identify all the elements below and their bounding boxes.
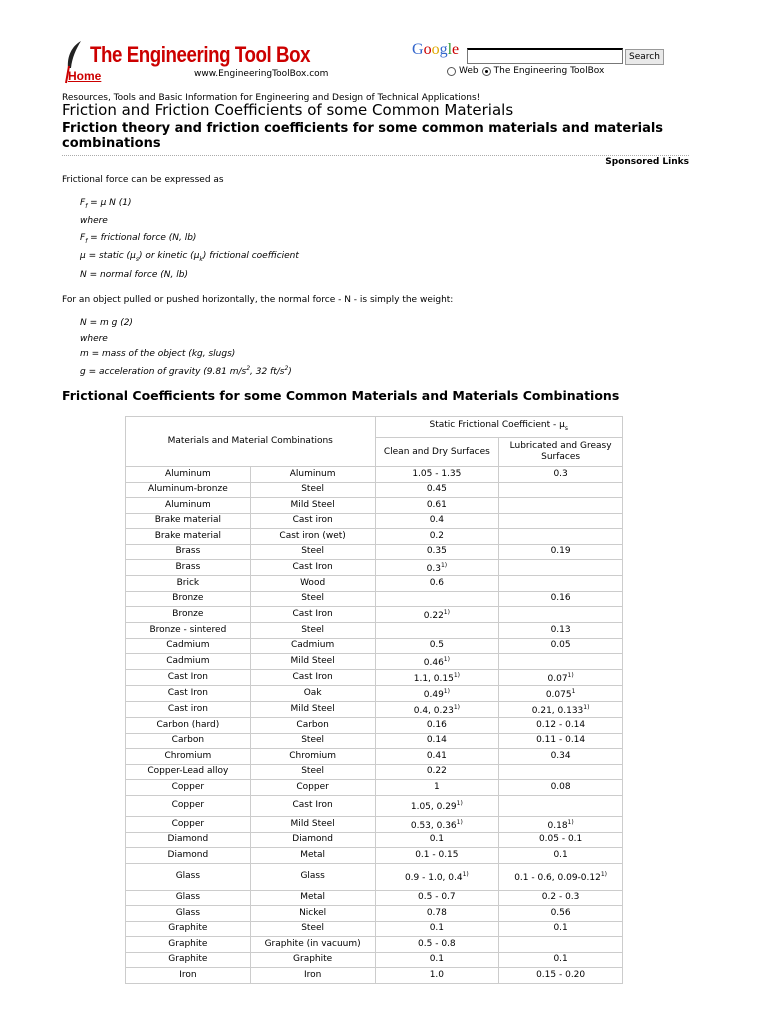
cell-material-1: Bronze: [126, 607, 251, 623]
cell-lubricated: [499, 937, 623, 953]
cell-lubricated: 0.12 - 0.14: [499, 718, 623, 734]
site-header: [0, 0, 768, 90]
table-row: [126, 467, 623, 483]
cell-lubricated: [499, 498, 623, 514]
cell-material-1: Brass: [126, 544, 251, 560]
table-row: [126, 733, 623, 749]
cell-material-2: Steel: [250, 764, 375, 780]
cell-material-1: Copper: [126, 795, 251, 816]
cell-lubricated: 0.3: [499, 467, 623, 483]
cell-material-2: Steel: [250, 482, 375, 498]
cell-material-1: Bronze: [126, 591, 251, 607]
table-row: [126, 482, 623, 498]
cell-material-2: Oak: [250, 686, 375, 702]
cell-clean-dry: 0.41: [375, 749, 499, 765]
formula-1: $F_f = \mu$ N (1): [80, 198, 132, 210]
cell-material-1: Carbon (hard): [126, 718, 251, 734]
cell-clean-dry: 0.5 - 0.7: [375, 890, 499, 906]
intro-text: Frictional force can be expressed as: [62, 175, 224, 185]
cell-material-2: Steel: [250, 733, 375, 749]
cell-clean-dry: 0.14: [375, 733, 499, 749]
cell-clean-dry: 0.22$^{1)}$: [375, 607, 499, 623]
table-row: [126, 654, 623, 670]
cell-clean-dry: 0.49$^{1)}$: [375, 686, 499, 702]
cell-lubricated: [499, 576, 623, 592]
header-materials: Materials and Material Combinations: [126, 417, 376, 467]
formula-1-def: μ = static $(\mu_s)$ or kinetic $(\mu_k)$ frictional coefficient: [80, 251, 299, 263]
cell-material-1: Chromium: [126, 749, 251, 765]
cell-clean-dry: 0.2: [375, 529, 499, 545]
google-letter: G: [412, 41, 424, 58]
table-row: [126, 513, 623, 529]
cell-material-1: Cast Iron: [126, 686, 251, 702]
cell-clean-dry: 0.35: [375, 544, 499, 560]
cell-lubricated: 0.1 - 0.6, 0.09-0.12$^{1)}$: [499, 863, 623, 890]
cell-material-2: Cast iron (wet): [250, 529, 375, 545]
cell-material-2: Mild Steel: [250, 816, 375, 832]
cell-material-1: Aluminum-bronze: [126, 482, 251, 498]
cell-clean-dry: 1.05, 0.29$^{1)}$: [375, 795, 499, 816]
table-row: [126, 937, 623, 953]
table-row: [126, 906, 623, 922]
cell-clean-dry: 0.1: [375, 952, 499, 968]
cell-clean-dry: [375, 591, 499, 607]
search-input[interactable]: [467, 48, 623, 64]
cell-material-1: Brake material: [126, 513, 251, 529]
table-row: [126, 816, 623, 832]
cell-material-2: Cast Iron: [250, 560, 375, 576]
table-row: [126, 560, 623, 576]
cell-clean-dry: 1.05 - 1.35: [375, 467, 499, 483]
cell-material-1: Aluminum: [126, 498, 251, 514]
cell-lubricated: [499, 654, 623, 670]
radio-web-label: Web: [459, 66, 479, 76]
cell-material-1: Cast Iron: [126, 670, 251, 686]
header-clean: Clean and Dry Surfaces: [375, 438, 499, 467]
table-row: [126, 749, 623, 765]
site-logo-title[interactable]: The Engineering Tool Box: [90, 42, 311, 67]
cell-clean-dry: 0.5 - 0.8: [375, 937, 499, 953]
cell-material-2: Mild Steel: [250, 498, 375, 514]
header-lubricated: Lubricated and Greasy Surfaces: [499, 438, 623, 467]
cell-material-2: Chromium: [250, 749, 375, 765]
radio-site[interactable]: [482, 67, 491, 76]
cell-lubricated: 0.19: [499, 544, 623, 560]
cell-lubricated: 0.2 - 0.3: [499, 890, 623, 906]
cell-material-2: Diamond: [250, 832, 375, 848]
cell-material-2: Cast Iron: [250, 607, 375, 623]
cell-material-1: Aluminum: [126, 467, 251, 483]
cell-clean-dry: 0.5: [375, 638, 499, 654]
cell-clean-dry: 1.0: [375, 968, 499, 984]
home-link[interactable]: Home: [68, 69, 102, 83]
cell-clean-dry: 0.4, 0.23$^{1)}$: [375, 702, 499, 718]
cell-material-2: Metal: [250, 848, 375, 864]
cell-material-1: Copper-Lead alloy: [126, 764, 251, 780]
cell-lubricated: 0.13: [499, 623, 623, 639]
google-letter: o: [431, 41, 440, 58]
cell-material-1: Diamond: [126, 848, 251, 864]
table-row: [126, 968, 623, 984]
google-letter: e: [452, 41, 460, 58]
table-row: [126, 670, 623, 686]
cell-material-2: Aluminum: [250, 467, 375, 483]
cell-clean-dry: 1.1, 0.15$^{1)}$: [375, 670, 499, 686]
cell-clean-dry: 0.45: [375, 482, 499, 498]
table-row: [126, 863, 623, 890]
cell-material-1: Copper: [126, 816, 251, 832]
cell-clean-dry: 0.3$^{1)}$: [375, 560, 499, 576]
cell-clean-dry: 0.1 - 0.15: [375, 848, 499, 864]
cell-material-2: Graphite: [250, 952, 375, 968]
cell-clean-dry: 0.53, 0.36$^{1)}$: [375, 816, 499, 832]
cell-lubricated: 0.08: [499, 780, 623, 796]
cell-material-1: Bronze - sintered: [126, 623, 251, 639]
table-row: [126, 544, 623, 560]
cell-material-1: Brick: [126, 576, 251, 592]
formula-2-def: m = mass of the object (kg, slugs): [80, 349, 236, 359]
cell-material-2: Cast iron: [250, 513, 375, 529]
cell-material-1: Glass: [126, 906, 251, 922]
table-row: [126, 848, 623, 864]
cell-lubricated: 0.07$^{1)}$: [499, 670, 623, 686]
table-row: [126, 795, 623, 816]
formula-2: N = m g (2): [80, 318, 133, 328]
page-subtitle: Friction theory and friction coefficients for some common materials and materials combinations: [62, 121, 664, 151]
cell-material-2: Iron: [250, 968, 375, 984]
table-row: [126, 576, 623, 592]
header-static: Static Frictional Coefficient - $\mu_s$: [375, 417, 623, 438]
table-row: [126, 498, 623, 514]
page-title: Friction and Friction Coefficients of some Common Materials: [62, 101, 514, 119]
cell-clean-dry: 0.61: [375, 498, 499, 514]
cell-material-2: Mild Steel: [250, 702, 375, 718]
cell-lubricated: [499, 482, 623, 498]
formula-1-where: where: [80, 216, 108, 226]
site-url: www.EngineeringToolBox.com: [194, 69, 329, 79]
table-row: [126, 591, 623, 607]
divider: [62, 155, 689, 156]
cell-material-2: Wood: [250, 576, 375, 592]
cell-lubricated: 0.56: [499, 906, 623, 922]
cell-lubricated: 0.21, 0.133$^{1)}$: [499, 702, 623, 718]
cell-material-1: Graphite: [126, 952, 251, 968]
cell-lubricated: [499, 607, 623, 623]
cell-material-2: Glass: [250, 863, 375, 890]
cell-material-1: Brake material: [126, 529, 251, 545]
cell-lubricated: [499, 795, 623, 816]
cell-material-2: Steel: [250, 544, 375, 560]
cell-material-2: Copper: [250, 780, 375, 796]
cell-material-1: Glass: [126, 890, 251, 906]
cell-clean-dry: 0.4: [375, 513, 499, 529]
table-row: [126, 702, 623, 718]
cell-material-1: Glass: [126, 863, 251, 890]
cell-lubricated: [499, 764, 623, 780]
cell-clean-dry: 0.6: [375, 576, 499, 592]
search-button[interactable]: Search: [625, 49, 664, 65]
cell-material-1: Graphite: [126, 921, 251, 937]
cell-material-2: Cadmium: [250, 638, 375, 654]
cell-lubricated: 0.05 - 0.1: [499, 832, 623, 848]
formula-1-def: N = normal force (N, lb): [80, 270, 188, 280]
cell-material-2: Nickel: [250, 906, 375, 922]
cell-material-2: Steel: [250, 591, 375, 607]
google-logo: [412, 41, 459, 59]
cell-clean-dry: 0.46$^{1)}$: [375, 654, 499, 670]
google-letter: g: [439, 41, 448, 58]
cell-clean-dry: 1: [375, 780, 499, 796]
cell-material-2: Cast Iron: [250, 670, 375, 686]
cell-material-2: Metal: [250, 890, 375, 906]
paragraph-2: For an object pulled or pushed horizontally, the normal force - N - is simply the weight:: [62, 295, 454, 305]
cell-clean-dry: 0.22: [375, 764, 499, 780]
cell-lubricated: [499, 529, 623, 545]
table-row: [126, 607, 623, 623]
cell-material-2: Steel: [250, 921, 375, 937]
cell-clean-dry: [375, 623, 499, 639]
google-letter: o: [423, 41, 432, 58]
cell-lubricated: 0.1: [499, 848, 623, 864]
cell-material-2: Steel: [250, 623, 375, 639]
cell-material-1: Diamond: [126, 832, 251, 848]
cell-lubricated: 0.1: [499, 921, 623, 937]
table-row: [126, 764, 623, 780]
radio-site-label: The Engineering ToolBox: [493, 66, 605, 76]
cell-material-1: Cast iron: [126, 702, 251, 718]
cell-lubricated: [499, 560, 623, 576]
friction-table: [125, 416, 623, 984]
cell-clean-dry: 0.78: [375, 906, 499, 922]
cell-material-1: Brass: [126, 560, 251, 576]
table-row: [126, 890, 623, 906]
sponsored-links[interactable]: Sponsored Links: [605, 157, 689, 167]
google-letter: l: [447, 41, 453, 58]
cell-clean-dry: 0.1: [375, 921, 499, 937]
cell-material-1: Graphite: [126, 937, 251, 953]
cell-material-2: Mild Steel: [250, 654, 375, 670]
cell-lubricated: 0.16: [499, 591, 623, 607]
cell-lubricated: 0.15 - 0.20: [499, 968, 623, 984]
cell-material-1: Cadmium: [126, 654, 251, 670]
formula-1-def: $F_f$ = frictional force (N, lb): [80, 233, 197, 245]
cell-clean-dry: 0.9 - 1.0, 0.4$^{1)}$: [375, 863, 499, 890]
table-row: [126, 921, 623, 937]
table-row: [126, 623, 623, 639]
cell-material-2: Carbon: [250, 718, 375, 734]
cell-material-1: Iron: [126, 968, 251, 984]
cell-material-1: Carbon: [126, 733, 251, 749]
cell-material-2: Cast Iron: [250, 795, 375, 816]
table-row: [126, 686, 623, 702]
cell-lubricated: 0.075$^1$: [499, 686, 623, 702]
cell-lubricated: 0.18$^{1)}$: [499, 816, 623, 832]
table-body: [126, 467, 623, 984]
table-title: Frictional Coefficients for some Common Materials and Materials Combinations: [62, 388, 620, 403]
table-row: [126, 529, 623, 545]
cell-lubricated: 0.11 - 0.14: [499, 733, 623, 749]
table-row: [126, 638, 623, 654]
cell-lubricated: 0.34: [499, 749, 623, 765]
cell-lubricated: 0.1: [499, 952, 623, 968]
cell-clean-dry: 0.16: [375, 718, 499, 734]
formula-2-where: where: [80, 334, 108, 344]
table-row: [126, 718, 623, 734]
cell-material-1: Cadmium: [126, 638, 251, 654]
search-scope: [447, 66, 604, 76]
cell-material-2: Graphite (in vacuum): [250, 937, 375, 953]
formula-2-def: g = acceleration of gravity (9.81 $m/s^2$, 32 $ft/s^2$): [80, 365, 292, 377]
cell-clean-dry: 0.1: [375, 832, 499, 848]
radio-web[interactable]: [447, 67, 456, 76]
tagline: Resources, Tools and Basic Information for Engineering and Design of Technical Applications!: [62, 93, 481, 103]
table-row: [126, 780, 623, 796]
cell-material-1: Copper: [126, 780, 251, 796]
table-row: [126, 952, 623, 968]
cell-lubricated: 0.05: [499, 638, 623, 654]
table-row: [126, 832, 623, 848]
cell-lubricated: [499, 513, 623, 529]
